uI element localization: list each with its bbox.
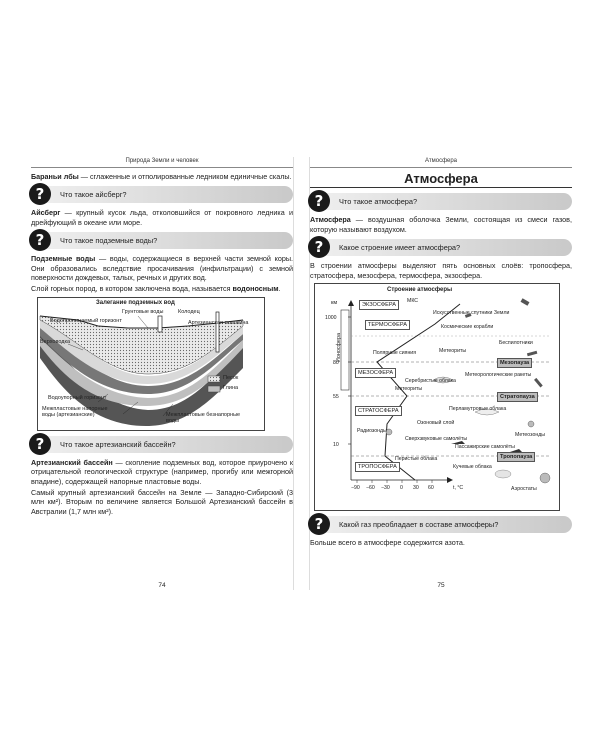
question-icon: ? <box>308 190 330 212</box>
groundwater-figure-title: Залегание подземных вод <box>96 299 175 306</box>
question-icon: ? <box>29 183 51 205</box>
question-atmosphere[interactable] <box>310 193 572 210</box>
drone-icon <box>527 351 537 356</box>
paragraph-artesian-basin <box>31 458 293 486</box>
paragraph-largest-basin: Самый крупный артезианский бассейн на Земле — Западно-Сибирский (3 млн км²). Вторым по величине является Большой Артезианский бассейн в Австралии (1,7 млн км²). <box>31 488 293 516</box>
layer-thermosphere: ТЕРМОСФЕРА <box>365 320 410 330</box>
label-meteorites: Метеориты <box>439 348 467 355</box>
term-sheep-rocks: Бараньи лбы <box>31 172 79 181</box>
right-page-number: 75 <box>437 581 445 589</box>
page-title: Атмосфера <box>310 174 572 188</box>
temp-tick-30: 30 <box>413 485 419 492</box>
height-10: 10 <box>333 442 339 449</box>
label-aerostats: Аэростаты <box>511 486 537 493</box>
layer-stratosphere: СТРАТОСФЕРА <box>355 406 402 416</box>
label-nacreous: Перламутровые облака <box>449 406 507 413</box>
def-groundwater: — воды, содержащиеся в верхней части земной коры. Они образовались вследствие просачивания (инфильтрации) с земной поверхности дождевых, талых, речных и других вод. <box>31 254 293 283</box>
label-radiosondes: Радиозонды <box>357 428 387 435</box>
legend-sand: Песок <box>223 374 239 381</box>
label-spaceships: Космические корабли <box>441 324 494 331</box>
legend-sand-swatch <box>208 376 220 382</box>
label-impermeable: Водопроницаемый горизонт <box>50 317 122 324</box>
paragraph-nitrogen: Больше всего в атмосфере содержится азота. <box>310 538 465 548</box>
aquifer-end: . <box>278 284 281 294</box>
question-icon: ? <box>29 229 51 251</box>
def-sheep-rocks: — сглаженные и отполированные ледником единичные скалы. <box>78 172 292 181</box>
question-artesian-basin[interactable] <box>31 436 293 453</box>
well-shape <box>158 316 162 332</box>
pause-stratopause: Стратопауза <box>497 392 538 402</box>
atmosphere-figure <box>314 283 560 511</box>
temp-tick-m30: −30 <box>381 485 390 492</box>
artesian-well-shape <box>216 312 219 352</box>
paragraph-sheep-rocks <box>31 172 293 181</box>
label-drones: Беспилотники <box>499 340 533 347</box>
label-aurora: Полярные сияния <box>373 350 417 357</box>
question-text: Какой газ преобладает в составе атмосферы? <box>339 520 499 530</box>
label-waterproof: Водоупорный горизонт <box>48 394 107 401</box>
def-atmosphere: — воздушная оболочка Земли, состоящая из смеси газов, которую называют воздухом. <box>310 215 572 234</box>
left-page-number: 74 <box>158 581 166 589</box>
legend-clay: Глина <box>223 384 239 391</box>
question-text: Что такое айсберг? <box>60 190 127 200</box>
question-icon: ? <box>308 236 330 258</box>
label-artesian-well: Артезианская скважина <box>188 319 249 326</box>
satellite-icon <box>521 298 530 305</box>
layer-mesosphere: МЕЗОСФЕРА <box>355 368 396 378</box>
right-page <box>309 157 572 590</box>
label-passenger: Пассажирские самолёты <box>455 444 515 451</box>
label-meteosondes: Метеозонды <box>515 432 545 439</box>
def-artesian-basin: — скопление подземных вод, которое приурочено к отрицательной геологической структуре (например, прогибу или межгорной впадине), содержащей напорные пластовые воды. <box>31 457 294 486</box>
label-meteors: Метеориты <box>395 386 423 393</box>
question-iceberg[interactable] <box>31 186 293 203</box>
temp-tick-60: 60 <box>428 485 434 492</box>
question-dominant-gas[interactable] <box>310 516 572 533</box>
label-ozone: Озоновый слой <box>417 420 455 427</box>
pause-mesopause: Мезопауза <box>497 358 532 368</box>
label-well: Колодец <box>178 308 200 315</box>
label-satellites: Искусственные спутники Земли <box>433 310 510 317</box>
term-atmosphere: Атмосфера <box>310 215 351 225</box>
cumulus-cloud-icon <box>495 470 511 478</box>
label-interlayer-free: Межпластовые безнапорные воды <box>166 411 241 425</box>
ionosphere-label: Ионосфера <box>336 333 342 363</box>
question-text: Какое строение имеет атмосфера? <box>339 243 461 253</box>
term-groundwater: Подземные воды <box>31 254 96 264</box>
temp-tick-m60: −60 <box>366 485 375 492</box>
label-iss: МКС <box>407 298 419 305</box>
label-meteor-rockets: Метеорологические ракеты <box>465 372 532 379</box>
aquifer-text: Слой горных пород, в котором заключена вода, называется <box>31 284 233 294</box>
temp-tick-m90: −90 <box>351 485 360 492</box>
temp-tick-0: 0 <box>400 485 403 492</box>
label-perched: Верховодка <box>40 338 71 345</box>
paragraph-structure: В строении атмосферы выделяют пять основных слоёв: тропосфера, стратосфера, мезосфера, термосфера, экзосфера. <box>310 261 572 280</box>
label-interlayer-pressure: Межпластовые напорные воды (артезианские) <box>42 405 108 419</box>
paragraph-aquifer <box>31 284 293 293</box>
question-icon: ? <box>29 433 51 455</box>
axis-unit-km: км <box>331 300 338 307</box>
paragraph-groundwater <box>31 254 293 282</box>
rocket-icon <box>534 378 543 388</box>
left-running-head: Природа Земли и человек <box>31 157 293 168</box>
meteosonde-icon <box>528 421 534 427</box>
def-iceberg: — крупный кусок льда, отколовшийся от покровного ледника и дрейфующий в океане или море. <box>31 208 293 227</box>
height-1000: 1000 <box>325 315 337 322</box>
label-supersonic: Сверхзвуковые самолёты <box>405 436 468 443</box>
question-text: Что такое атмосфера? <box>339 197 418 207</box>
question-structure[interactable] <box>310 239 572 256</box>
atmosphere-figure-title: Строение атмосферы <box>387 287 453 294</box>
height-80: 80 <box>333 360 339 367</box>
label-ground-water: Грунтовые воды <box>122 308 164 315</box>
layer-troposphere: ТРОПОСФЕРА <box>355 462 400 472</box>
height-55: 55 <box>333 394 339 401</box>
question-text: Что такое подземные воды? <box>60 236 158 246</box>
term-artesian-basin: Артезианский бассейн <box>31 457 113 467</box>
term-aquifer: водоносным <box>232 284 279 294</box>
term-iceberg: Айсберг <box>31 208 61 218</box>
label-silver-clouds: Серебристые облака <box>405 378 456 385</box>
paragraph-iceberg <box>31 208 293 227</box>
label-cumulus: Кучевые облака <box>453 464 492 471</box>
left-page <box>31 157 294 590</box>
temp-unit: t, °C <box>453 485 464 492</box>
question-text: Что такое артезианский бассейн? <box>60 439 176 449</box>
aerostat-icon <box>540 473 550 483</box>
question-groundwater[interactable] <box>31 232 293 249</box>
question-icon: ? <box>308 513 330 535</box>
right-running-head: Атмосфера <box>310 157 572 168</box>
paragraph-atmosphere <box>310 215 572 234</box>
label-cirrus: Перистые облака <box>395 456 438 463</box>
legend-clay-swatch <box>208 386 220 392</box>
groundwater-figure <box>37 297 265 431</box>
layer-exosphere: ЭКЗОСФЕРА <box>359 300 399 310</box>
pause-tropopause: Тропопауза <box>497 452 535 462</box>
